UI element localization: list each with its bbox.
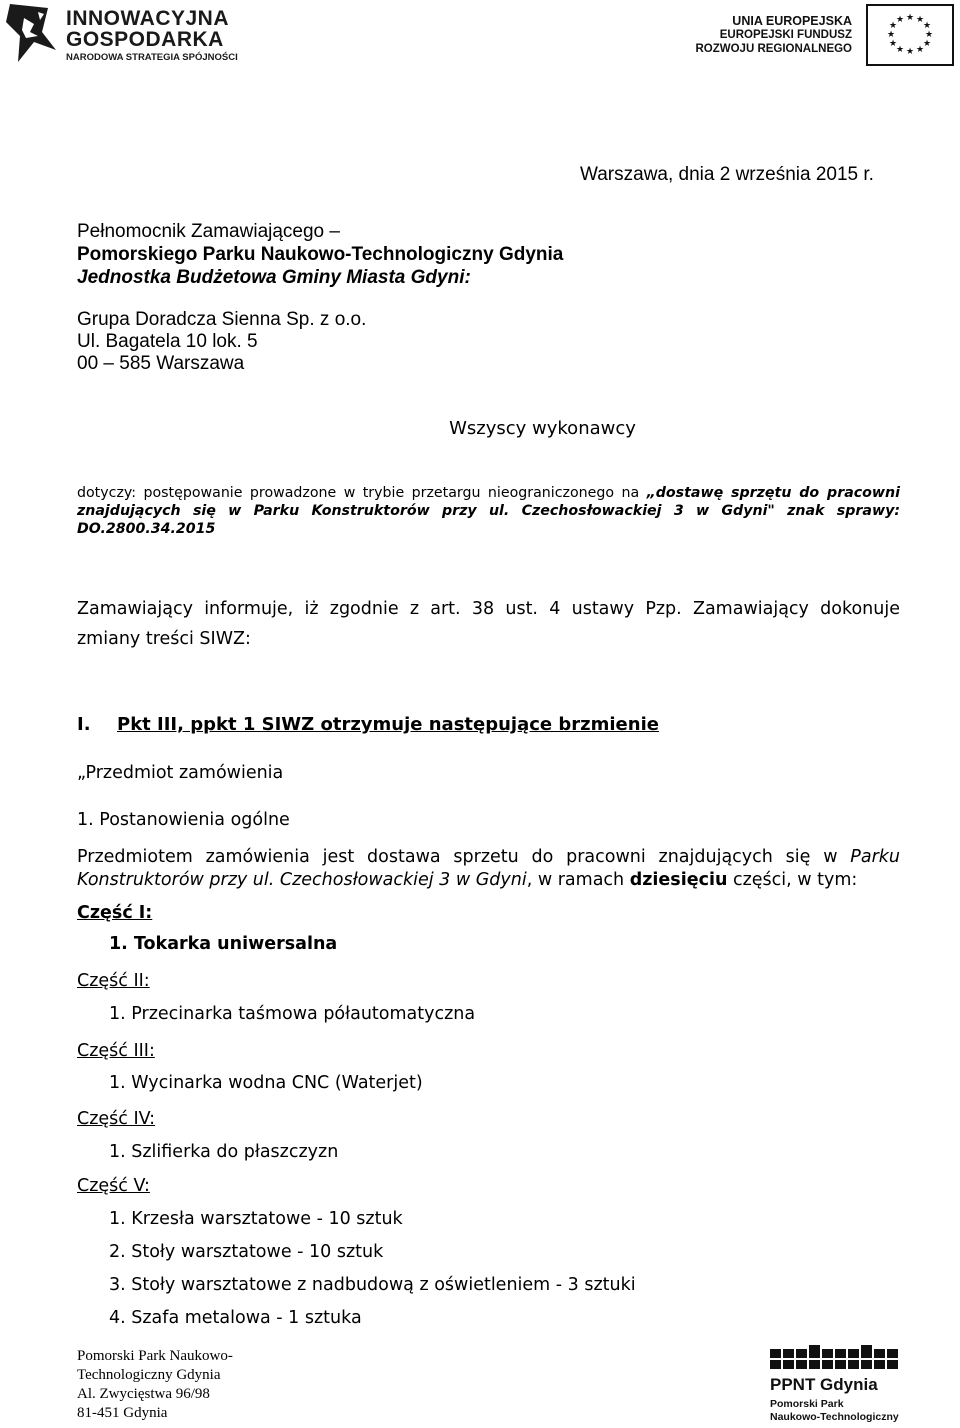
part-1-label: Część I:: [77, 903, 153, 923]
section-number: I.: [77, 714, 91, 735]
intro-line1: Zamawiający informuje, iż zgodnie z art. 38 ust. 4 ustawy Pzp. Zamawiający dokonuje: [77, 599, 900, 619]
svg-text:★: ★: [915, 15, 925, 25]
eu-logo-text: [695, 14, 852, 56]
ppnt-logo-sub2: Naukowo-Technologiczny: [770, 1411, 899, 1423]
part-3-label: Część III:: [77, 1041, 155, 1061]
sender-line3: Jednostka Budżetowa Gminy Miasta Gdyni:: [77, 267, 471, 288]
sender-block: [77, 220, 563, 289]
eu-logo-line3: ROZWOJU REGIONALNEGO: [695, 43, 852, 55]
innowacyjna-gospodarka-emblem-icon: [4, 2, 60, 64]
paragraph-line1-emph: Parku: [850, 847, 900, 867]
part-2-item-1: 1. Przecinarka taśmowa półautomatyczna: [109, 1004, 476, 1024]
part-5-item-4: 4. Szafa metalowa - 1 sztuka: [109, 1308, 362, 1328]
section-title: Pkt III, ppkt 1 SIWZ otrzymuje następujące brzmienie: [117, 714, 659, 735]
address-line2: Ul. Bagatela 10 lok. 5: [77, 331, 258, 352]
recipient-heading: Wszyscy wykonawcy: [449, 418, 636, 439]
svg-text:★: ★: [888, 39, 898, 49]
footer-line2: Technologiczny Gdynia: [77, 1367, 221, 1383]
paragraph-line2-emph: Konstruktorów przy ul. Czechosłowackiej 3 w Gdyni: [77, 870, 527, 890]
subject-line1-plain: dotyczy: postępowanie prowadzone w trybie przetargu nieograniczonego na: [77, 485, 647, 501]
eu-stars-icon: [868, 6, 952, 64]
eu-logo-line2: EUROPEJSKI FUNDUSZ: [719, 29, 852, 41]
subject-line3: DO.2800.34.2015: [77, 521, 216, 537]
paragraph-line2-plain: , w ramach: [526, 870, 630, 890]
address-line1: Grupa Doradcza Sienna Sp. z o.o.: [77, 309, 367, 330]
part-1-item-1: 1. Tokarka uniwersalna: [109, 934, 338, 954]
part-5-item-2: 2. Stoły warsztatowe - 10 sztuk: [109, 1242, 384, 1262]
footer-line3: Al. Zwycięstwa 96/98: [77, 1386, 210, 1402]
eu-logo-line1: UNIA EUROPEJSKA: [732, 14, 852, 28]
section-subtitle: „Przedmiot zamówienia: [77, 763, 284, 783]
left-logo-line3: NARODOWA STRATEGIA SPÓJNOŚCI: [66, 52, 238, 63]
paragraph-line1-plain: Przedmiotem zamówienia jest dostawa sprzetu do pracowni znajdujących się w: [77, 847, 851, 867]
left-logo-line1: INNOWACYJNA: [66, 7, 230, 30]
svg-text:★: ★: [905, 47, 915, 57]
svg-text:★: ★: [922, 21, 932, 31]
ppnt-logo-title: PPNT Gdynia: [770, 1375, 878, 1394]
section-paragraph: [77, 846, 900, 892]
innowacyjna-gospodarka-logo: [4, 2, 60, 64]
eu-flag: [866, 4, 954, 66]
paragraph-line2-tail: części, w tym:: [727, 870, 858, 890]
subject-block: [77, 484, 900, 538]
part-5-label: Część V:: [77, 1176, 150, 1196]
paragraph-line2-bold: dziesięciu: [629, 870, 728, 890]
svg-text:★: ★: [895, 15, 905, 25]
left-logo-text: [66, 8, 238, 63]
address-line3: 00 – 585 Warszawa: [77, 353, 245, 374]
ppnt-logo: [770, 1345, 920, 1425]
subject-line1: [77, 484, 900, 502]
sender-address: [77, 309, 366, 375]
svg-text:★: ★: [922, 39, 932, 49]
part-5-item-1: 1. Krzesła warsztatowe - 10 sztuk: [109, 1209, 403, 1229]
svg-text:★: ★: [895, 45, 905, 55]
footer-address: [77, 1347, 233, 1423]
part-5-item-3: 3. Stoły warsztatowe z nadbudową z oświetleniem - 3 sztuki: [109, 1275, 636, 1295]
date-line: Warszawa, dnia 2 września 2015 r.: [580, 164, 874, 185]
svg-text:★: ★: [886, 30, 896, 40]
ppnt-logo-sub1: Pomorski Park: [770, 1398, 844, 1410]
part-4-item-1: 1. Szlifierka do płaszczyzn: [109, 1142, 339, 1162]
intro-line2: zmiany treści SIWZ:: [77, 629, 251, 649]
svg-text:★: ★: [905, 13, 915, 23]
ppnt-grid-icon: [770, 1345, 920, 1371]
part-2-label: Część II:: [77, 971, 150, 991]
left-logo-line2: GOSPODARKA: [66, 28, 224, 51]
sender-line1: Pełnomocnik Zamawiającego –: [77, 221, 340, 242]
subject-line1-emph: „dostawę sprzętu do pracowni: [646, 485, 900, 501]
footer-line1: Pomorski Park Naukowo-: [77, 1348, 233, 1364]
paragraph-line1: [77, 846, 900, 869]
sender-line2: Pomorskiego Parku Naukowo-Technologiczny Gdynia: [77, 244, 564, 265]
svg-text:★: ★: [924, 30, 934, 40]
part-3-item-1: 1. Wycinarka wodna CNC (Waterjet): [109, 1073, 423, 1093]
svg-text:★: ★: [915, 45, 925, 55]
intro-block: [77, 594, 900, 654]
subject-line2: znajdujących się w Parku Konstruktorów przy ul. Czechosłowackiej 3 w Gdyni" znak sprawy:: [77, 503, 900, 519]
point-1: 1. Postanowienia ogólne: [77, 810, 290, 830]
footer-line4: 81-451 Gdynia: [77, 1405, 168, 1421]
paragraph-line2: [77, 869, 900, 892]
svg-text:★: ★: [888, 21, 898, 31]
part-4-label: Część IV:: [77, 1109, 156, 1129]
